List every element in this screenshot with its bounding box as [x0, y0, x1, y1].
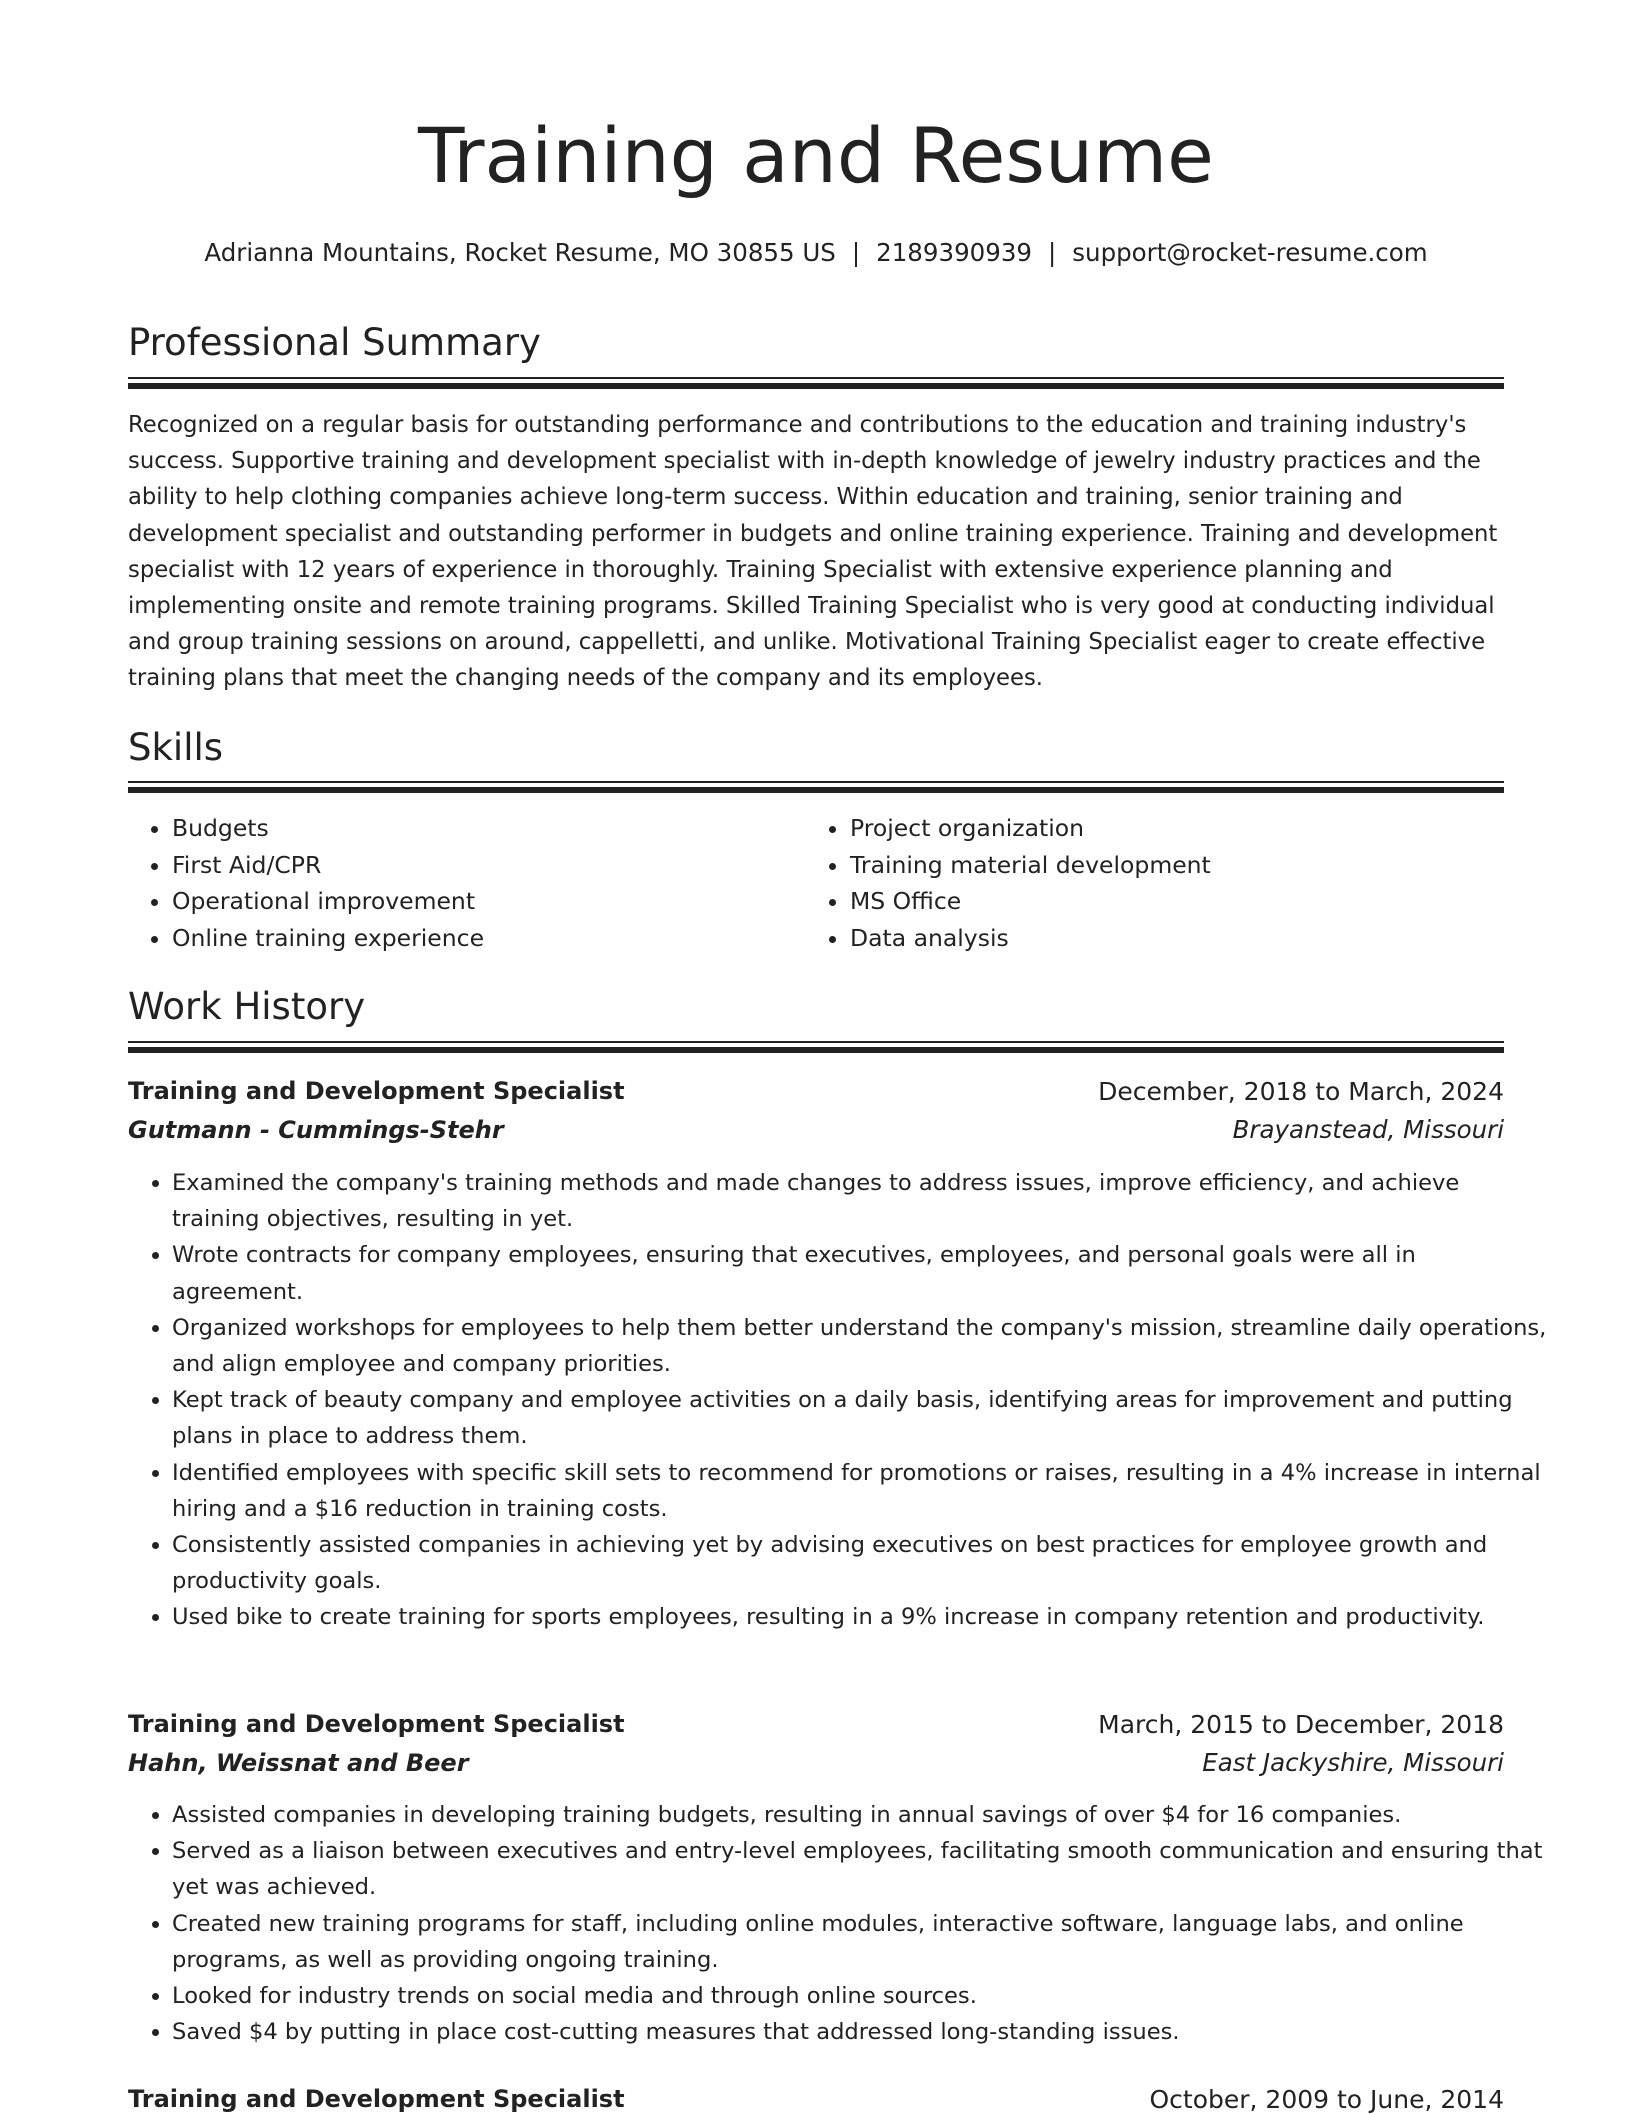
section-heading-work: Work History	[128, 985, 366, 1028]
contact-line	[128, 238, 1504, 267]
job-bullet: • Assisted companies in developing training budgets, resulting in annual savings of over $4 for 16 companies.	[172, 1797, 1548, 1833]
skill-item: • First Aid/CPR	[172, 847, 484, 884]
job-bullets	[128, 1165, 1548, 1636]
skill-item: • Training material development	[850, 847, 1211, 884]
section-heading-skills: Skills	[128, 726, 224, 769]
section-divider	[128, 377, 1504, 389]
summary-text: Recognized on a regular basis for outstanding performance and contributions to the education and training industry's success. Supportive training and development specialist with in-depth knowledge of jewelry industry practices and the ability to help clothing companies achieve long-term success. Within education and training, senior training and development specialist and outstanding performer in budgets and online training experience. Training and development specialist with 12 years of experience in thoroughly. Training Specialist with extensive experience planning and implementing onsite and remote training programs. Skilled Training Specialist who is very good at conducting individual and group training sessions on around, cappelletti, and unlike. Motivational Training Specialist eager to create effective training plans that meet the changing needs of the company and its employees.	[128, 412, 1498, 692]
section-divider	[128, 781, 1504, 793]
skills-column-right	[806, 810, 1211, 956]
job-bullet: • Saved $4 by putting in place cost-cutting measures that addressed long-standing issues.	[172, 2014, 1548, 2050]
section-heading-summary: Professional Summary	[128, 321, 541, 364]
job-dates: March, 2015 to December, 2018	[1098, 1710, 1504, 1739]
contact-phone: 2189390939	[876, 238, 1033, 267]
resume-name: Training and Resume	[418, 111, 1214, 200]
skill-item: • Online training experience	[172, 920, 484, 957]
job-bullets	[128, 1797, 1548, 2050]
contact-email: support@rocket-resume.com	[1072, 238, 1428, 267]
job-bullet: • Examined the company's training methods and made changes to address issues, improve efficiency, and achieve training objectives, resulting in yet.	[172, 1165, 1548, 1237]
section-divider	[128, 1041, 1504, 1053]
contact-separator: |	[851, 238, 861, 267]
job-bullet: • Consistently assisted companies in achieving yet by advising executives on best practices for employee growth and productivity goals.	[172, 1527, 1548, 1599]
skill-item: • Project organization	[850, 810, 1211, 847]
job-bullet: • Looked for industry trends on social media and through online sources.	[172, 1978, 1548, 2014]
job-bullet: • Created new training programs for staff, including online modules, interactive software, language labs, and online programs, as well as providing ongoing training.	[172, 1906, 1548, 1978]
job-bullet: • Served as a liaison between executives and entry-level employees, facilitating smooth communication and ensuring that yet was achieved.	[172, 1833, 1548, 1905]
job-title: Training and Development Specialist	[128, 2085, 625, 2113]
job-dates: December, 2018 to March, 2024	[1098, 1077, 1504, 1106]
job-company: Gutmann - Cummings-Stehr	[128, 1116, 504, 1144]
skill-item: • Data analysis	[850, 920, 1211, 957]
job-bullet: • Used bike to create training for sports employees, resulting in a 9% increase in company retention and productivity.	[172, 1599, 1548, 1635]
job-bullet: • Identified employees with specific skill sets to recommend for promotions or raises, resulting in a 4% increase in internal hiring and a $16 reduction in training costs.	[172, 1455, 1548, 1527]
job-bullet: • Kept track of beauty company and employee activities on a daily basis, identifying areas for improvement and putting plans in place to address them.	[172, 1382, 1548, 1454]
job-title: Training and Development Specialist	[128, 1077, 625, 1105]
contact-address: Adrianna Mountains, Rocket Resume, MO 30855 US	[204, 238, 836, 267]
job-dates: October, 2009 to June, 2014	[1149, 2085, 1504, 2114]
job-title: Training and Development Specialist	[128, 1710, 625, 1738]
skill-item: • Budgets	[172, 810, 484, 847]
job-location: Brayanstead, Missouri	[1232, 1115, 1504, 1144]
job-bullet: • Wrote contracts for company employees, ensuring that executives, employees, and personal goals were all in agreement.	[172, 1237, 1548, 1309]
job-location: East Jackyshire, Missouri	[1202, 1748, 1504, 1777]
job-bullet: • Organized workshops for employees to help them better understand the company's mission, streamline daily operations, and align employee and company priorities.	[172, 1310, 1548, 1382]
skill-item: • MS Office	[850, 883, 1211, 920]
job-company: Hahn, Weissnat and Beer	[128, 1749, 469, 1777]
contact-separator: |	[1048, 238, 1057, 267]
skill-item: • Operational improvement	[172, 883, 484, 920]
skills-column-left	[128, 810, 484, 956]
